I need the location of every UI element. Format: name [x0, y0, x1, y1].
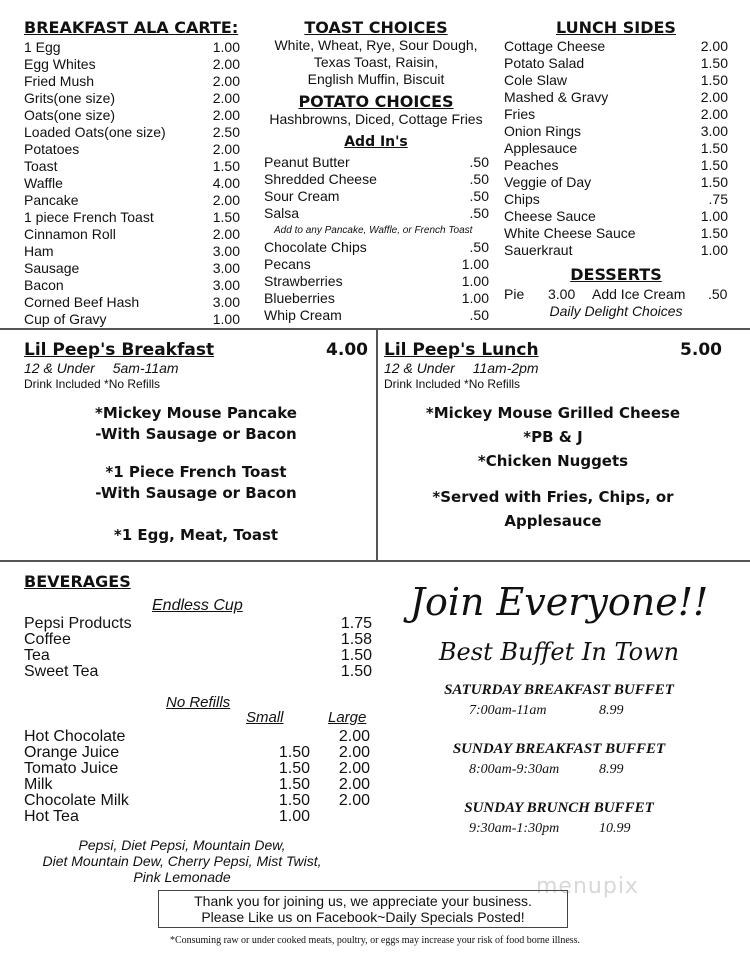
- addin-item-row: [264, 171, 489, 188]
- thanks-line-2: Please Like us on Facebook~Daily Specials Posted!: [201, 909, 525, 925]
- thanks-box: [158, 890, 568, 928]
- kids-lunch-price: 5.00: [680, 340, 722, 360]
- kids-lunch-title: Lil Peep's Lunch: [384, 340, 539, 360]
- lunch-sides-title: LUNCH SIDES: [556, 18, 676, 37]
- breakfast-item-row: [24, 56, 240, 73]
- side-item-row: [504, 89, 728, 106]
- toast-line-3: English Muffin, Biscuit: [307, 71, 445, 87]
- breakfast-list: [24, 39, 240, 328]
- watermark: menupix: [536, 874, 639, 899]
- side-item-price: 1.50: [700, 140, 728, 156]
- breakfast-item-price: 3.00: [212, 243, 240, 259]
- side-item-price: 3.00: [700, 123, 728, 139]
- breakfast-item-name: Cinnamon Roll: [24, 226, 116, 242]
- side-item-name: Chips: [504, 191, 540, 207]
- addin-item-row: [264, 290, 489, 307]
- side-item-row: [504, 225, 728, 242]
- buffet-time: 7:00am-11am: [469, 703, 547, 718]
- breakfast-item-name: Toast: [24, 158, 58, 174]
- buffet-list: [400, 682, 718, 837]
- side-item-price: 1.00: [700, 242, 728, 258]
- kids-breakfast-price: 4.00: [326, 340, 368, 360]
- beverage-row: [24, 616, 372, 632]
- addin-item-row: [264, 188, 489, 205]
- thanks-line-1: Thank you for joining us, we appreciate your business.: [194, 893, 532, 909]
- kids-lunch-item-3: *Chicken Nuggets: [477, 452, 629, 470]
- kids-breakfast-hours: 5am-11am: [112, 360, 179, 376]
- buffet-time: 8:00am-9:30am: [469, 762, 560, 777]
- side-item-name: Applesauce: [504, 140, 578, 156]
- beverage-large-price: 2.00: [338, 776, 370, 793]
- beverage-row: [24, 632, 372, 648]
- beverage-name: Tea: [24, 647, 50, 664]
- breakfast-item-name: Pancake: [24, 192, 79, 208]
- side-item-row: [504, 72, 728, 89]
- side-item-price: 2.00: [700, 38, 728, 54]
- breakfast-item-row: [24, 107, 240, 124]
- side-item-name: Veggie of Day: [504, 174, 592, 190]
- addin-item-row: [264, 307, 489, 324]
- beverage-name: Milk: [24, 776, 53, 793]
- beverages-section: [24, 572, 374, 885]
- side-item-name: Sauerkraut: [504, 242, 573, 258]
- side-item-name: Potato Salad: [504, 55, 585, 71]
- beverage-row: [24, 729, 374, 745]
- beverage-row: [24, 745, 374, 761]
- beverage-small-price: [250, 729, 310, 745]
- addin-item-name: Shredded Cheese: [264, 171, 377, 187]
- beverage-large-price: 2.00: [338, 744, 370, 761]
- beverage-large-price: 2.00: [338, 728, 370, 745]
- side-item-price: 1.50: [700, 55, 728, 71]
- breakfast-item-name: Waffle: [24, 175, 63, 191]
- breakfast-item-name: Egg Whites: [24, 56, 96, 72]
- breakfast-item-price: 2.00: [212, 73, 240, 89]
- kids-lunch-age: 12 & Under: [384, 360, 455, 376]
- addin-item-name: Sour Cream: [264, 188, 340, 204]
- endless-cup-label: Endless Cup: [152, 597, 243, 614]
- desserts-title: DESSERTS: [570, 265, 662, 284]
- addin-item-price: 1.00: [461, 290, 489, 306]
- soda-line-2: Diet Mountain Dew, Cherry Pepsi, Mist Twist,: [42, 853, 322, 869]
- breakfast-item-price: 3.00: [212, 294, 240, 310]
- beverage-row: [24, 648, 372, 664]
- divider-vertical: [376, 328, 378, 560]
- toast-title: TOAST CHOICES: [304, 18, 448, 37]
- addin-item-price: .50: [469, 171, 489, 187]
- dessert-pie-price: 3.00: [548, 286, 576, 302]
- beverage-price: 1.75: [340, 615, 372, 632]
- breakfast-item-name: Grits(one size): [24, 90, 116, 106]
- side-item-price: 1.50: [700, 72, 728, 88]
- breakfast-item-price: 1.00: [212, 311, 240, 327]
- dessert-ice-cream: Add Ice Cream: [592, 286, 686, 302]
- addin-item-name: Blueberries: [264, 290, 335, 306]
- addin-item-row: [264, 239, 489, 256]
- breakfast-item-name: Cup of Gravy: [24, 311, 107, 327]
- beverage-name: Chocolate Milk: [24, 792, 129, 809]
- kids-breakfast-item-3: *1 Piece French Toast: [105, 463, 287, 481]
- side-item-row: [504, 242, 728, 259]
- dessert-pie-row: [504, 286, 728, 303]
- toast-line-2: Texas Toast, Raisin,: [313, 54, 439, 70]
- buffet-title: SUNDAY BRUNCH BUFFET: [464, 800, 654, 816]
- beverage-large-price: 2.00: [338, 760, 370, 777]
- large-label: Large: [328, 709, 367, 726]
- breakfast-item-price: 3.00: [212, 277, 240, 293]
- kids-breakfast-age: 12 & Under: [24, 360, 95, 376]
- disclaimer: *Consuming raw or under cooked meats, poultry, or eggs may increase your risk of food borne illness.: [169, 935, 581, 946]
- side-item-name: Fries: [504, 106, 536, 122]
- breakfast-item-name: Corned Beef Hash: [24, 294, 140, 310]
- side-item-name: Peaches: [504, 157, 559, 173]
- breakfast-item-name: Sausage: [24, 260, 80, 276]
- kids-lunch-item-5: Applesauce: [504, 512, 602, 530]
- endless-list: [24, 616, 372, 680]
- breakfast-item-row: [24, 243, 240, 260]
- kids-lunch-item-1: *Mickey Mouse Grilled Cheese: [425, 404, 681, 422]
- breakfast-item-row: [24, 90, 240, 107]
- breakfast-item-name: Ham: [24, 243, 54, 259]
- breakfast-item-row: [24, 192, 240, 209]
- breakfast-item-price: 1.50: [212, 158, 240, 174]
- kids-lunch-section: [384, 340, 722, 530]
- breakfast-item-price: 2.00: [212, 90, 240, 106]
- addin-item-name: Salsa: [264, 205, 300, 221]
- kids-lunch-hours: 11am-2pm: [472, 360, 539, 376]
- breakfast-item-row: [24, 39, 240, 56]
- addin-item-row: [264, 256, 489, 273]
- beverage-row: [24, 793, 374, 809]
- breakfast-item-row: [24, 141, 240, 158]
- beverage-name: Tomato Juice: [24, 760, 119, 777]
- breakfast-item-price: 1.50: [212, 209, 240, 225]
- side-item-row: [504, 38, 728, 55]
- kids-breakfast-item-2: -With Sausage or Bacon: [95, 425, 297, 443]
- addin-item-name: Strawberries: [264, 273, 343, 289]
- breakfast-item-price: 2.00: [212, 192, 240, 208]
- breakfast-item-name: Loaded Oats(one size): [24, 124, 166, 140]
- side-item-price: 1.50: [700, 157, 728, 173]
- side-item-row: [504, 174, 728, 191]
- beverage-name: Orange Juice: [24, 744, 120, 761]
- addins-list: [264, 154, 489, 324]
- addins-title: Add In's: [344, 134, 408, 150]
- side-item-price: 2.00: [700, 106, 728, 122]
- dessert-daily: Daily Delight Choices: [549, 303, 683, 319]
- kids-breakfast-title: Lil Peep's Breakfast: [24, 340, 215, 360]
- kids-lunch-item-2: *PB & J: [523, 428, 583, 446]
- beverage-large-price: [310, 809, 370, 825]
- buffet-price: 8.99: [599, 762, 624, 777]
- lunch-sides-list: [504, 38, 728, 259]
- beverage-large-price: 2.00: [338, 792, 370, 809]
- kids-breakfast-item-4: -With Sausage or Bacon: [95, 484, 297, 502]
- buffet-title: SUNDAY BREAKFAST BUFFET: [452, 741, 666, 757]
- addin-item-price: 1.00: [461, 256, 489, 272]
- buffet-time: 9:30am-1:30pm: [469, 821, 560, 836]
- beverage-price: 1.50: [340, 647, 372, 664]
- addin-item-price: .50: [469, 205, 489, 221]
- kids-lunch-item-4: *Served with Fries, Chips, or: [432, 488, 674, 506]
- sized-list: [24, 729, 374, 825]
- side-item-row: [504, 55, 728, 72]
- side-item-name: Cole Slaw: [504, 72, 568, 88]
- side-item-row: [504, 123, 728, 140]
- no-refills-label: No Refills: [166, 694, 231, 711]
- breakfast-item-name: Oats(one size): [24, 107, 116, 123]
- lunch-sides-section: [504, 18, 728, 319]
- side-item-row: [504, 191, 728, 208]
- side-item-price: 1.00: [700, 208, 728, 224]
- beverage-price: 1.50: [340, 663, 372, 680]
- beverage-name: Coffee: [24, 631, 71, 648]
- beverage-row: [24, 809, 374, 825]
- buffet-price: 10.99: [599, 821, 631, 836]
- beverage-row: [24, 761, 374, 777]
- beverage-name: Hot Tea: [24, 808, 79, 825]
- addin-item-price: 1.00: [461, 273, 489, 289]
- beverage-small-price: 1.50: [278, 760, 310, 777]
- breakfast-item-price: 2.50: [212, 124, 240, 140]
- side-item-row: [504, 140, 728, 157]
- breakfast-item-row: [24, 277, 240, 294]
- dessert-pie: Pie: [504, 286, 525, 302]
- addin-item-name: Chocolate Chips: [264, 239, 367, 255]
- kids-breakfast-item-1: *Mickey Mouse Pancake: [95, 404, 297, 422]
- kids-breakfast-item-5: *1 Egg, Meat, Toast: [113, 526, 279, 544]
- addins-list-b: [264, 239, 489, 324]
- breakfast-item-row: [24, 124, 240, 141]
- buffet-time-row: [400, 821, 718, 837]
- beverage-small-price: 1.00: [278, 808, 310, 825]
- potato-title: POTATO CHOICES: [298, 92, 454, 111]
- breakfast-item-name: Fried Mush: [24, 73, 95, 89]
- soda-line-1: Pepsi, Diet Pepsi, Mountain Dew,: [78, 837, 286, 853]
- beverage-small-price: 1.50: [278, 744, 310, 761]
- beverage-small-price: 1.50: [278, 792, 310, 809]
- side-item-price: 1.50: [700, 174, 728, 190]
- side-item-name: White Cheese Sauce: [504, 225, 636, 241]
- breakfast-item-row: [24, 175, 240, 192]
- breakfast-item-row: [24, 226, 240, 243]
- toast-line-1: White, Wheat, Rye, Sour Dough,: [274, 37, 478, 53]
- kids-breakfast-section: [24, 340, 368, 544]
- addin-item-price: .50: [469, 307, 489, 323]
- toast-section: [262, 18, 490, 150]
- breakfast-item-name: Potatoes: [24, 141, 80, 157]
- addin-item-name: Peanut Butter: [264, 154, 350, 170]
- kids-breakfast-drink: Drink Included *No Refills: [24, 377, 161, 391]
- side-item-price: .75: [708, 191, 728, 207]
- addin-item-name: Pecans: [264, 256, 311, 272]
- side-item-name: Onion Rings: [504, 123, 582, 139]
- divider-top: [0, 328, 750, 330]
- addin-item-price: .50: [469, 239, 489, 255]
- breakfast-item-price: 2.00: [212, 141, 240, 157]
- addins-note: Add to any Pancake, Waffle, or French Toast: [274, 225, 473, 236]
- breakfast-item-row: [24, 311, 240, 328]
- beverage-name: Hot Chocolate: [24, 728, 126, 745]
- beverage-row: [24, 664, 372, 680]
- dessert-ice-cream-price: .50: [708, 286, 728, 302]
- addin-item-price: .50: [469, 154, 489, 170]
- side-item-name: Mashed & Gravy: [504, 89, 609, 105]
- side-item-name: Cottage Cheese: [504, 38, 606, 54]
- side-item-price: 1.50: [700, 225, 728, 241]
- beverage-name: Pepsi Products: [24, 615, 132, 632]
- breakfast-title: BREAKFAST ALA CARTE:: [24, 18, 239, 37]
- buffet-time-row: [400, 762, 718, 778]
- beverage-name: Sweet Tea: [24, 663, 99, 680]
- side-item-row: [504, 208, 728, 225]
- beverage-small-price: 1.50: [278, 776, 310, 793]
- breakfast-item-price: 2.00: [212, 226, 240, 242]
- side-item-name: Cheese Sauce: [504, 208, 596, 224]
- buffet-subheadline: Best Buffet In Town: [438, 638, 680, 666]
- addin-item-row: [264, 273, 489, 290]
- breakfast-item-name: 1 piece French Toast: [24, 209, 154, 225]
- beverage-row: [24, 777, 374, 793]
- breakfast-item-price: 2.00: [212, 56, 240, 72]
- breakfast-item-name: 1 Egg: [24, 39, 61, 55]
- beverages-title: BEVERAGES: [24, 572, 131, 591]
- divider-middle: [0, 560, 750, 562]
- buffet-section: [400, 578, 718, 837]
- addin-item-row: [264, 205, 489, 222]
- addin-item-row: [264, 154, 489, 171]
- breakfast-item-price: 2.00: [212, 107, 240, 123]
- potato-line: Hashbrowns, Diced, Cottage Fries: [269, 111, 483, 127]
- small-label: Small: [246, 709, 284, 726]
- addin-item-price: .50: [469, 188, 489, 204]
- kids-lunch-drink: Drink Included *No Refills: [384, 377, 521, 391]
- breakfast-item-price: 3.00: [212, 260, 240, 276]
- addin-item-name: Whip Cream: [264, 307, 342, 323]
- breakfast-item-name: Bacon: [24, 277, 64, 293]
- buffet-title: SATURDAY BREAKFAST BUFFET: [444, 682, 674, 698]
- breakfast-item-row: [24, 209, 240, 226]
- side-item-row: [504, 106, 728, 123]
- breakfast-section: [24, 18, 240, 328]
- addins-list-a: [264, 154, 489, 222]
- side-item-price: 2.00: [700, 89, 728, 105]
- buffet-headline: Join Everyone!!: [409, 580, 709, 624]
- breakfast-item-price: 1.00: [212, 39, 240, 55]
- breakfast-item-row: [24, 158, 240, 175]
- breakfast-item-price: 4.00: [212, 175, 240, 191]
- beverage-price: 1.58: [340, 631, 372, 648]
- buffet-price: 8.99: [599, 703, 624, 718]
- breakfast-item-row: [24, 73, 240, 90]
- soda-line-3: Pink Lemonade: [133, 869, 231, 885]
- buffet-time-row: [400, 703, 718, 719]
- breakfast-item-row: [24, 260, 240, 277]
- breakfast-item-row: [24, 294, 240, 311]
- side-item-row: [504, 157, 728, 174]
